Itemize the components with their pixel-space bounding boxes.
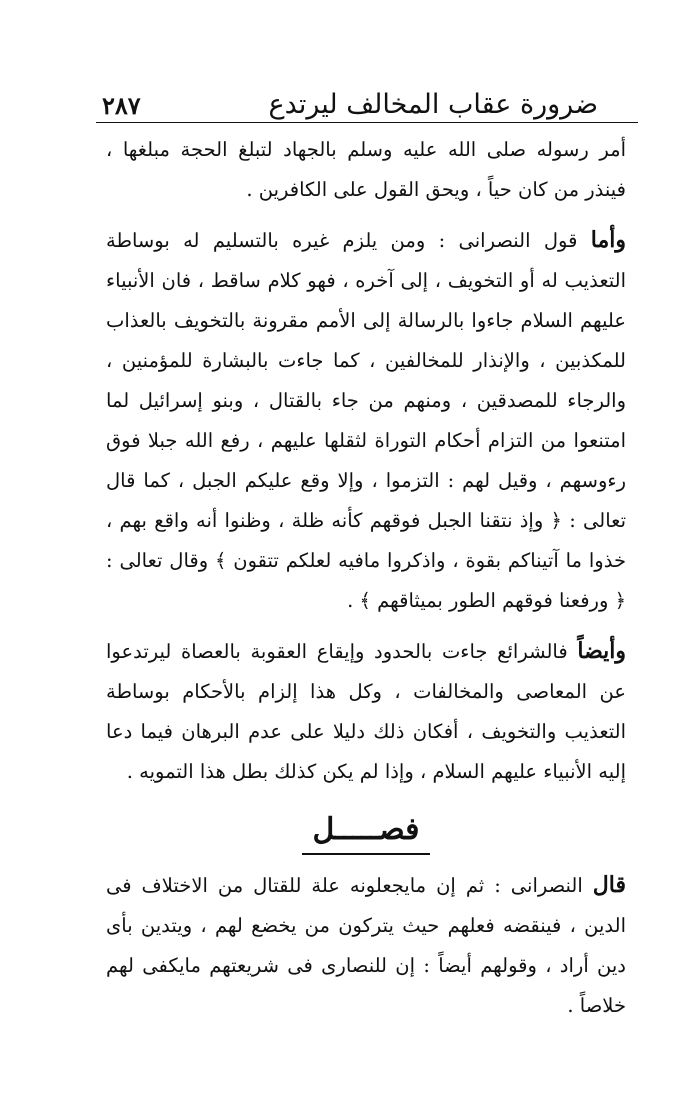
paragraph-continuation [106, 130, 626, 210]
paragraph-text: فالشرائع جاءت بالحدود وإيقاع العقوبة بالعصاة ليرتدعوا عن المعاصى والمخالفات ، وكل هذا إلزام بالأحكام بوساطة التعذيب والتخويف ، أفكان ذلك دليلا على عدم البرهان فيما دعا إليه الأنبياء عليهم السلام ، وإذا لم يكن كذلك بطل هذا التمويه . [106, 640, 626, 783]
paragraph-text: النصرانى : ثم إن مايجعلونه علة للقتال من الاختلاف فى الدين ، فينقضه فعلهم حيث يتركون من يخضع لهم ، ويتدين بأى دين أراد ، وقولهم أيضاً : إن للنصارى فى شريعتهم مايكفى لهم خلاصاً . [106, 874, 626, 1017]
page-number: ٢٨٧ [102, 91, 141, 120]
section-heading [106, 812, 626, 847]
paragraph-lead-word: وأما [590, 227, 626, 253]
paragraph-lead-word: وأيضاً [577, 638, 626, 664]
paragraph-closing [106, 865, 626, 1026]
page-body [106, 130, 626, 1036]
running-title: ضرورة عقاب المخالف ليرتدع [268, 89, 598, 120]
section-heading-text: فصـــــل [302, 812, 429, 855]
paragraph-laws [106, 631, 626, 792]
paragraph-lead-word: قال [592, 872, 626, 898]
paragraph-christian-claim [106, 220, 626, 621]
running-header [96, 74, 638, 123]
paragraph-text: أمر رسوله صلى الله عليه وسلم بالجهاد لتبلغ الحجة مبلغها ، فينذر من كان حياً ، ويحق القول على الكافرين . [106, 138, 626, 201]
paragraph-text: قول النصرانى : ومن يلزم غيره بالتسليم له بوساطة التعذيب له أو التخويف ، إلى آخره ، فهو كلام ساقط ، فان الأنبياء عليهم السلام جاءوا بالرسالة إلى الأمم مقرونة بالتخويف بالعذاب للمكذبين ، والإنذار للمخالفين ، كما جاءت بالبشارة للمؤمنين ، والرجاء للمصدقين ، ومنهم من جاء بالقتال ، وبنو إسرائيل لما امتنعوا من التزام أحكام التوراة لثقلها عليهم ، رفع الله جبلا فوق رءوسهم ، وقيل لهم : التزموا ، وإلا وقع عليكم الجبل ، كما قال تعالى : ﴿ وإذ نتقنا الجبل فوقهم كأنه ظلة ، وظنوا أنه واقع بهم ، خذوا ما آتيناكم بقوة ، واذكروا مافيه لعلكم تتقون ﴾ وقال تعالى : ﴿ ورفعنا فوقهم الطور بميثاقهم ﴾ . [106, 229, 626, 612]
